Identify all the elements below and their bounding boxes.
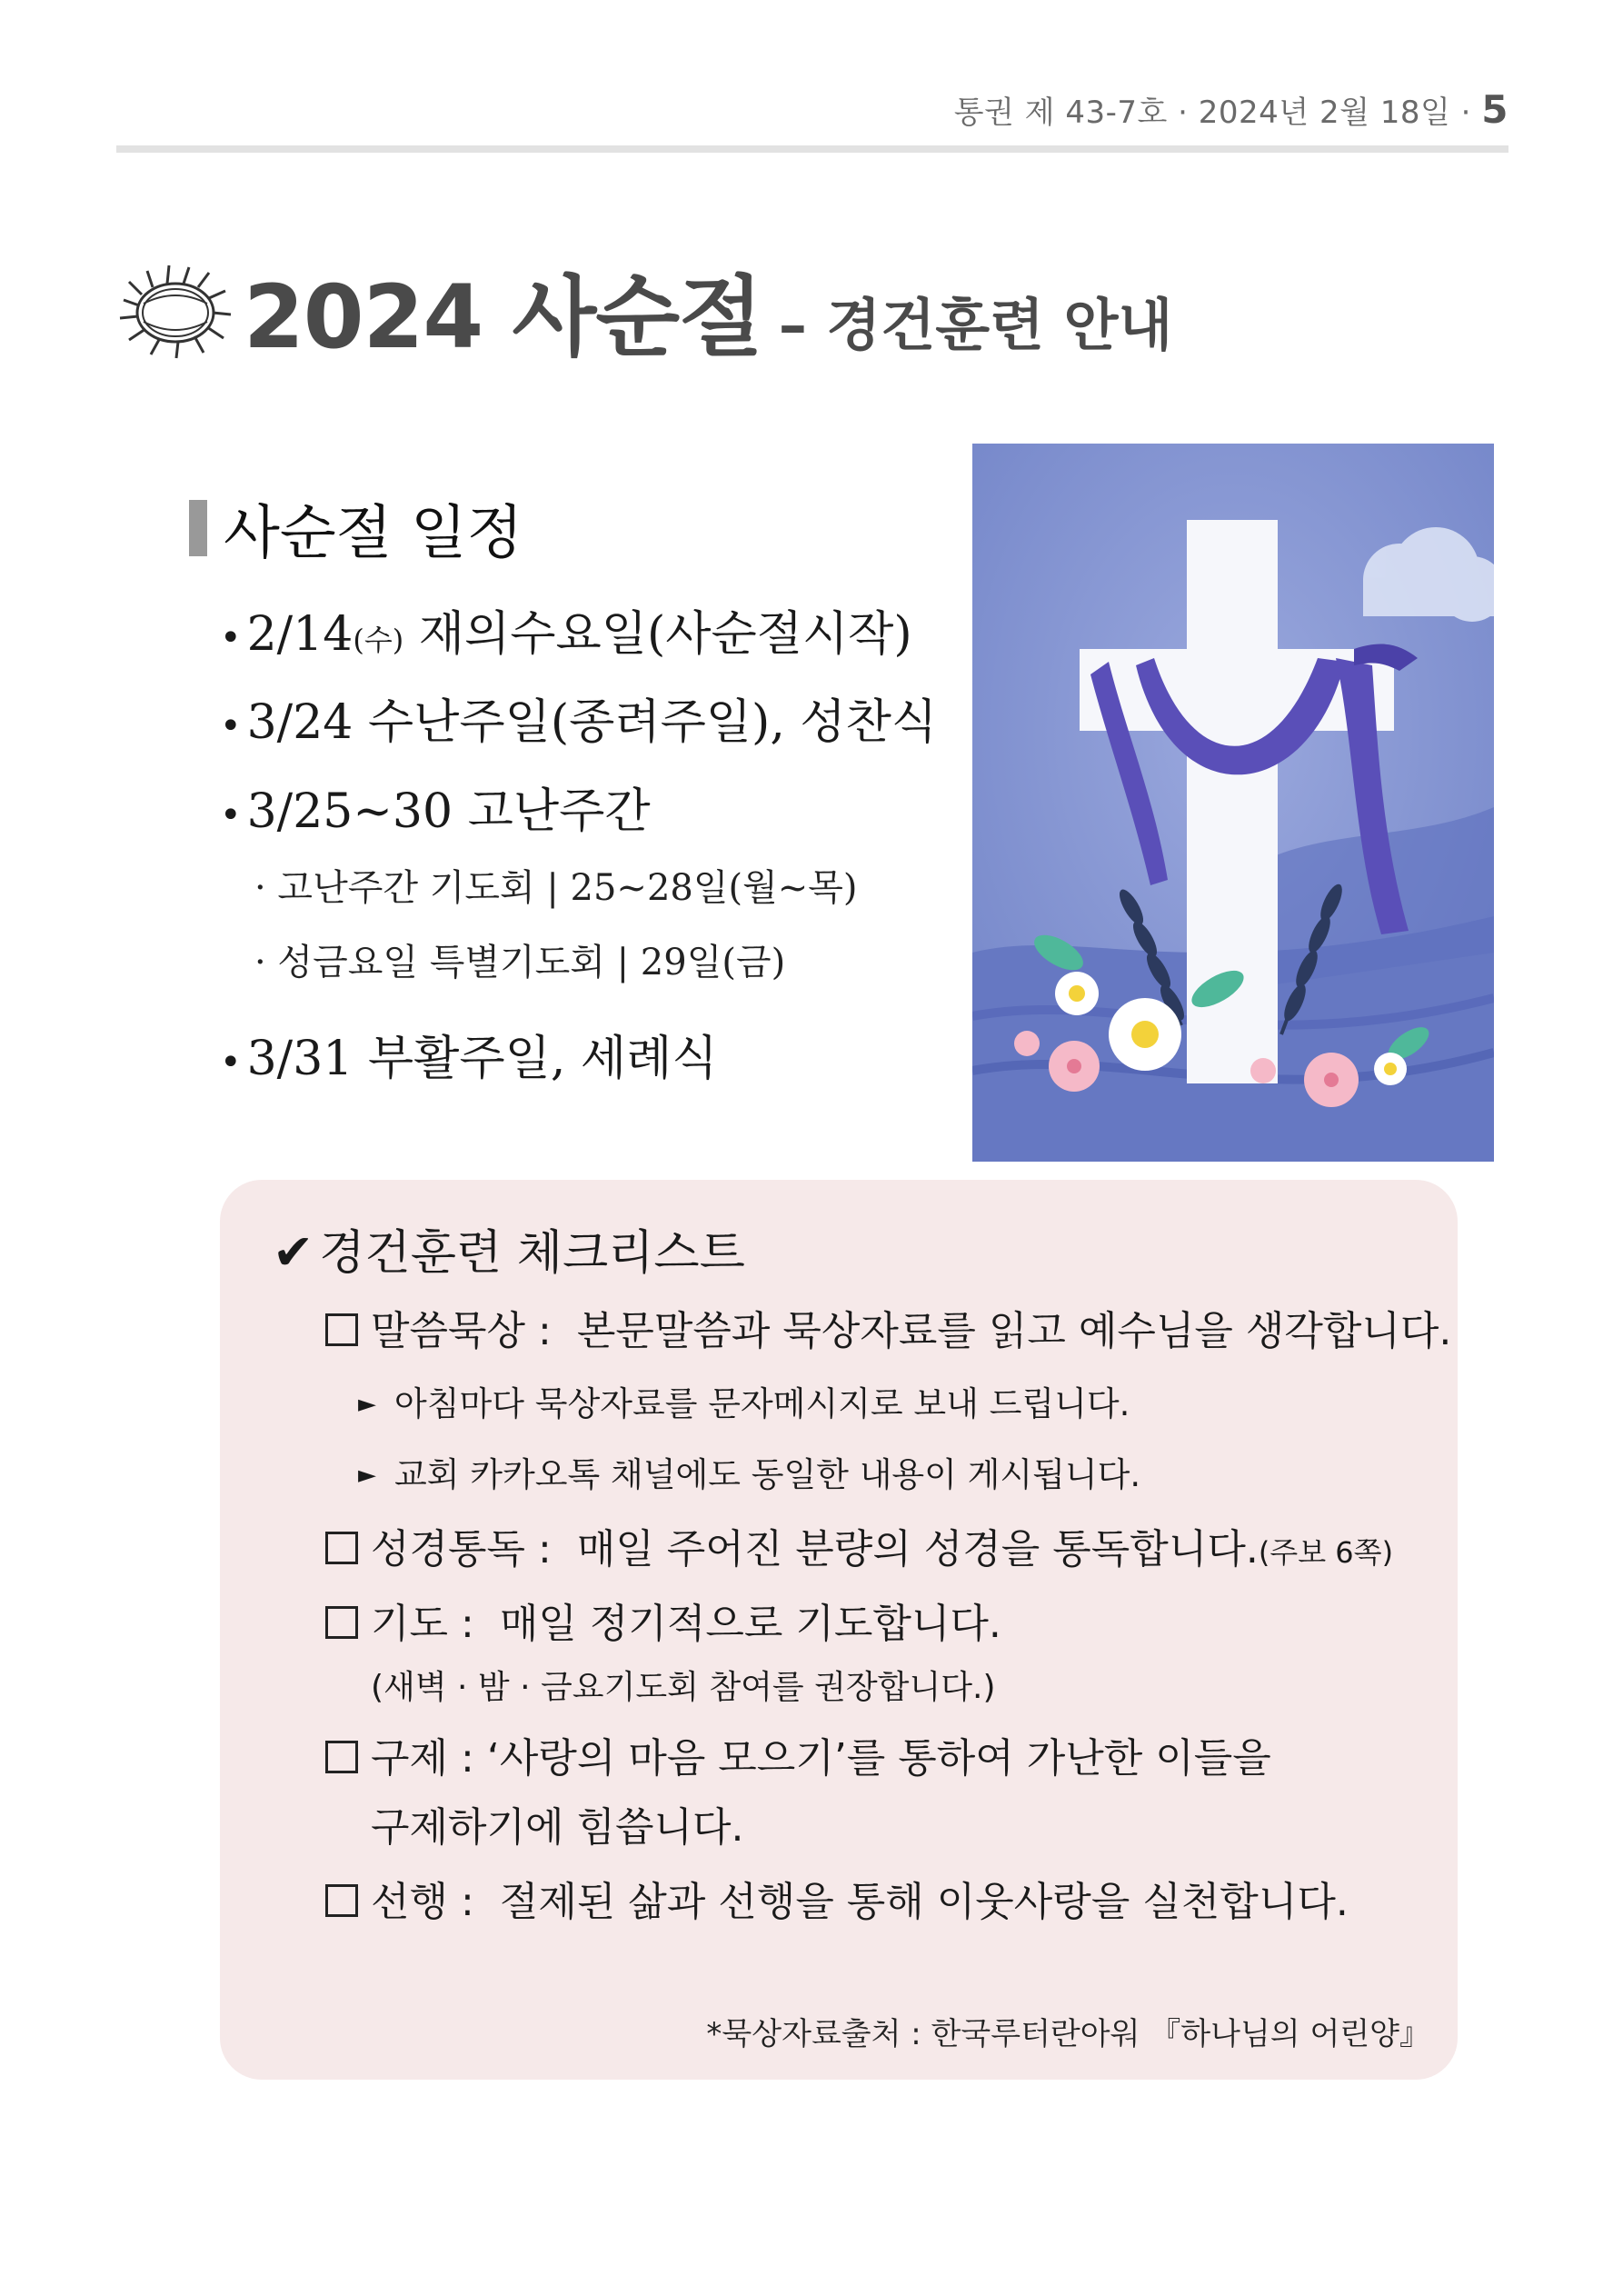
- item-label: 구제 :: [371, 1735, 474, 1782]
- checklist-subitem: [358, 1447, 1140, 1496]
- triangle-bullet-icon: ►: [358, 1391, 376, 1418]
- checklist-item: [325, 1869, 1349, 1927]
- checklist-title-text: 경건훈련 체크리스트: [319, 1226, 745, 1281]
- schedule-item: [220, 773, 651, 841]
- schedule-heading: [189, 486, 523, 570]
- schedule-subitem: · 고난주간 기도회 | 25~28일(월~목): [254, 867, 858, 909]
- source-note: *묵상자료출처 : 한국루터란아워 『하나님의 어린양』: [706, 2016, 1430, 2052]
- checklist-continuation: 구제하기에 힘씁니다.: [371, 1804, 744, 1851]
- section-marker: [189, 500, 207, 556]
- weekday: (수): [353, 623, 404, 657]
- item-text: 본문말씀과 묵상자료를 읽고 예수님을 생각합니다.: [576, 1308, 1452, 1354]
- bullet: •: [220, 616, 242, 659]
- schedule-item: [220, 595, 912, 664]
- schedule-item: [220, 684, 937, 752]
- schedule-text: 3/31 부활주일, 세례식: [246, 1032, 718, 1086]
- checkbox[interactable]: [325, 1884, 358, 1917]
- title-sub: – 경건훈련 안내: [778, 291, 1173, 358]
- check-mark-icon: ✔: [273, 1223, 314, 1281]
- schedule-item: [220, 1020, 718, 1088]
- item-text: ‘사랑의 마음 모으기’를 통하여 가난한 이들을: [486, 1735, 1271, 1782]
- bullet: •: [220, 794, 242, 836]
- header-divider: [116, 145, 1508, 153]
- item-label: 선행 :: [371, 1879, 474, 1925]
- bullet: •: [220, 1041, 242, 1083]
- issue-text: 통권 제 43-7호 · 2024년 2월 18일 ·: [953, 95, 1471, 131]
- item-text: 아침마다 묵상자료를 문자메시지로 보내 드립니다.: [394, 1384, 1130, 1423]
- checklist-item: [325, 1591, 1001, 1649]
- schedule-date: 2/14: [246, 607, 353, 662]
- page-title: [116, 251, 1172, 369]
- checklist-note: (새벽 · 밤 · 금요기도회 참여를 권장합니다.): [371, 1669, 996, 1706]
- checklist-title: [273, 1214, 745, 1283]
- crown-of-thorns-icon: [116, 260, 234, 360]
- item-text: 매일 정기적으로 기도합니다.: [499, 1601, 1001, 1647]
- schedule-title: 사순절 일정: [224, 500, 523, 567]
- bullet: •: [220, 704, 242, 747]
- checklist-item: [325, 1298, 1451, 1356]
- schedule-text: 재의수요일(사순절시작): [403, 607, 912, 662]
- item-text: 매일 주어진 분량의 성경을 통독합니다.: [576, 1526, 1259, 1572]
- checkbox[interactable]: [325, 1741, 358, 1773]
- schedule-text: 3/25~30 고난주간: [246, 784, 651, 839]
- checklist-item: [325, 1725, 1271, 1783]
- item-text: 절제된 삶과 선행을 통해 이웃사랑을 실천합니다.: [499, 1879, 1349, 1925]
- checkbox[interactable]: [325, 1606, 358, 1639]
- cross-with-drape-illustration: [972, 444, 1494, 1162]
- checkbox[interactable]: [325, 1313, 358, 1346]
- schedule-text: 3/24 수난주일(종려주일), 성찬식: [246, 695, 938, 750]
- item-label: 성경통독 :: [371, 1526, 552, 1572]
- item-note: (주보 6쪽): [1258, 1535, 1394, 1570]
- schedule-subitem: · 성금요일 특별기도회 | 29일(금): [254, 942, 786, 983]
- triangle-bullet-icon: ►: [358, 1462, 376, 1489]
- item-label: 기도 :: [371, 1601, 474, 1647]
- title-main: 2024 사순절: [244, 265, 762, 368]
- checklist-subitem: [358, 1376, 1130, 1425]
- checkbox[interactable]: [325, 1532, 358, 1564]
- checklist-item: [325, 1516, 1393, 1574]
- issue-info: [954, 87, 1508, 132]
- item-label: 말씀묵상 :: [371, 1308, 552, 1354]
- page-number: 5: [1481, 87, 1508, 132]
- item-text: 교회 카카오톡 채널에도 동일한 내용이 게시됩니다.: [394, 1455, 1141, 1494]
